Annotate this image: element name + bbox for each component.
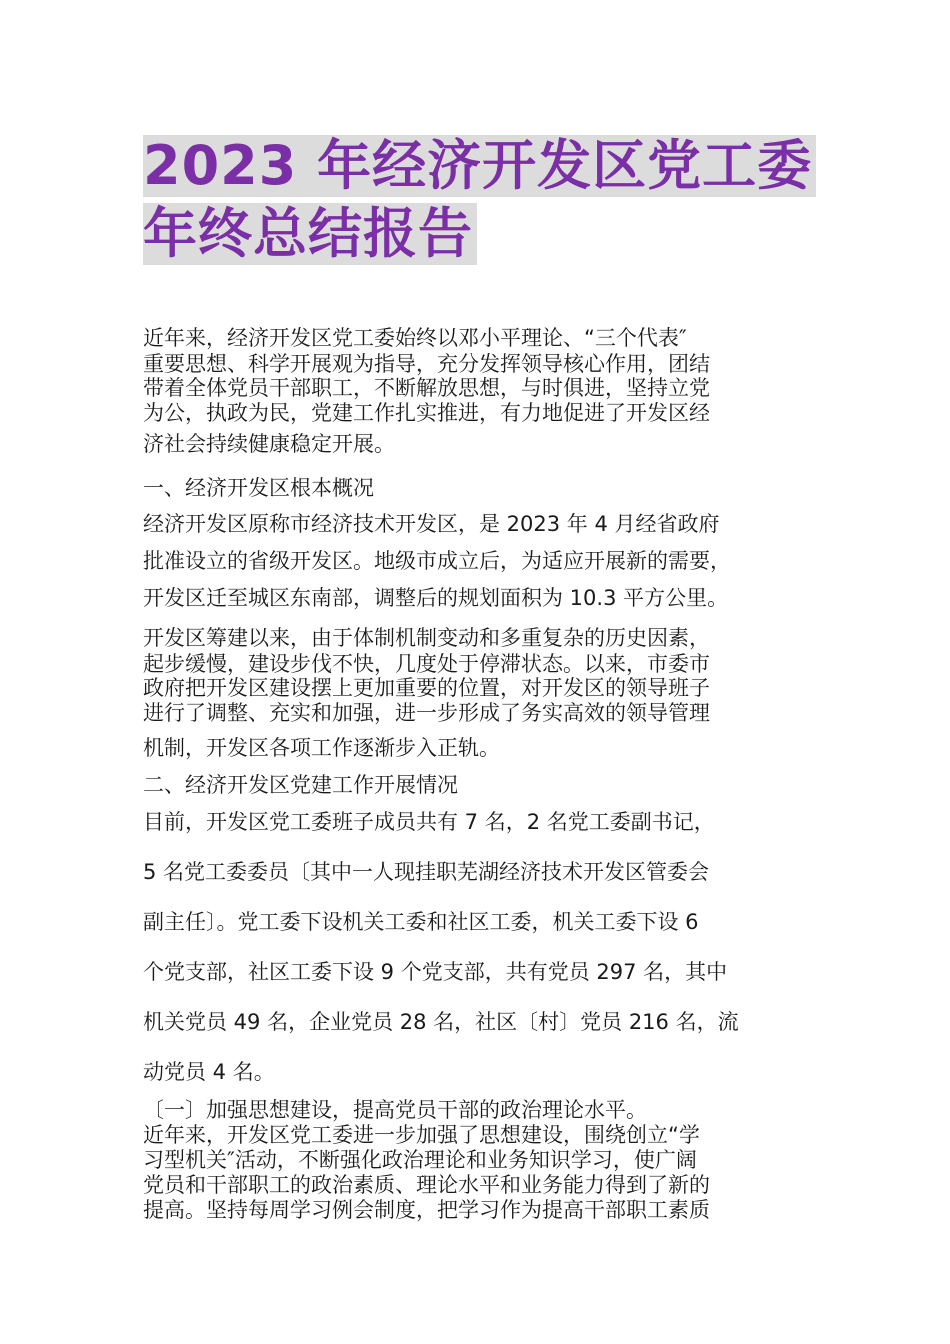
body-line: 经济开发区原称市经济技术开发区，是 2023 年 4 月经省政府 bbox=[143, 512, 720, 536]
body-line: 带着全体党员干部职工，不断解放思想，与时俱进，坚持立党 bbox=[143, 376, 710, 400]
body-line: 近年来，经济开发区党工委始终以邓小平理论、“三个代表″ bbox=[143, 326, 687, 350]
body-line: 起步缓慢，建设步伐不快，几度处于停滞状态。以来，市委市 bbox=[143, 652, 710, 676]
body-line: 机制，开发区各项工作逐渐步入正轨。 bbox=[143, 736, 500, 760]
body-line: 提高。坚持每周学习例会制度，把学习作为提高干部职工素质 bbox=[143, 1198, 710, 1222]
body-line: 机关党员 49 名，企业党员 28 名，社区〔村〕党员 216 名，流 bbox=[143, 1010, 739, 1034]
body-line: 5 名党工委委员〔其中一人现挂职芜湖经济技术开发区管委会 bbox=[143, 860, 710, 884]
body-line: 近年来，开发区党工委进一步加强了思想建设，围绕创立“学 bbox=[143, 1123, 700, 1147]
body-line: 二、经济开发区党建工作开展情况 bbox=[143, 773, 458, 797]
body-line: 批准设立的省级开发区。地级市成立后，为适应开展新的需要， bbox=[143, 549, 731, 573]
body-line: 目前，开发区党工委班子成员共有 7 名，2 名党工委副书记， bbox=[143, 810, 715, 834]
document-title-line-2: 年终总结报告 bbox=[143, 203, 477, 265]
body-line: 一、经济开发区根本概况 bbox=[143, 476, 374, 500]
body-line: 习型机关″活动，不断强化政治理论和业务知识学习，使广阔 bbox=[143, 1148, 697, 1172]
body-line: 党员和干部职工的政治素质、理论水平和业务能力得到了新的 bbox=[143, 1173, 710, 1197]
body-line: 〔一〕加强思想建设，提高党员干部的政治理论水平。 bbox=[143, 1098, 647, 1122]
body-line: 开发区迁至城区东南部，调整后的规划面积为 10.3 平方公里。 bbox=[143, 586, 729, 610]
body-line: 动党员 4 名。 bbox=[143, 1060, 275, 1084]
body-line: 个党支部，社区工委下设 9 个党支部，共有党员 297 名，其中 bbox=[143, 960, 728, 984]
body-line: 开发区筹建以来，由于体制机制变动和多重复杂的历史因素， bbox=[143, 626, 710, 650]
document-title-line-1: 2023 年经济开发区党工委 bbox=[143, 135, 816, 197]
body-line: 为公，执政为民，党建工作扎实推进，有力地促进了开发区经 bbox=[143, 401, 710, 425]
body-line: 济社会持续健康稳定开展。 bbox=[143, 432, 395, 456]
body-line: 副主任〕。党工委下设机关工委和社区工委，机关工委下设 6 bbox=[143, 910, 699, 934]
body-line: 重要思想、科学开展观为指导，充分发挥领导核心作用，团结 bbox=[143, 352, 710, 376]
body-line: 政府把开发区建设摆上更加重要的位置，对开发区的领导班子 bbox=[143, 676, 710, 700]
body-line: 进行了调整、充实和加强，进一步形成了务实高效的领导管理 bbox=[143, 701, 710, 725]
